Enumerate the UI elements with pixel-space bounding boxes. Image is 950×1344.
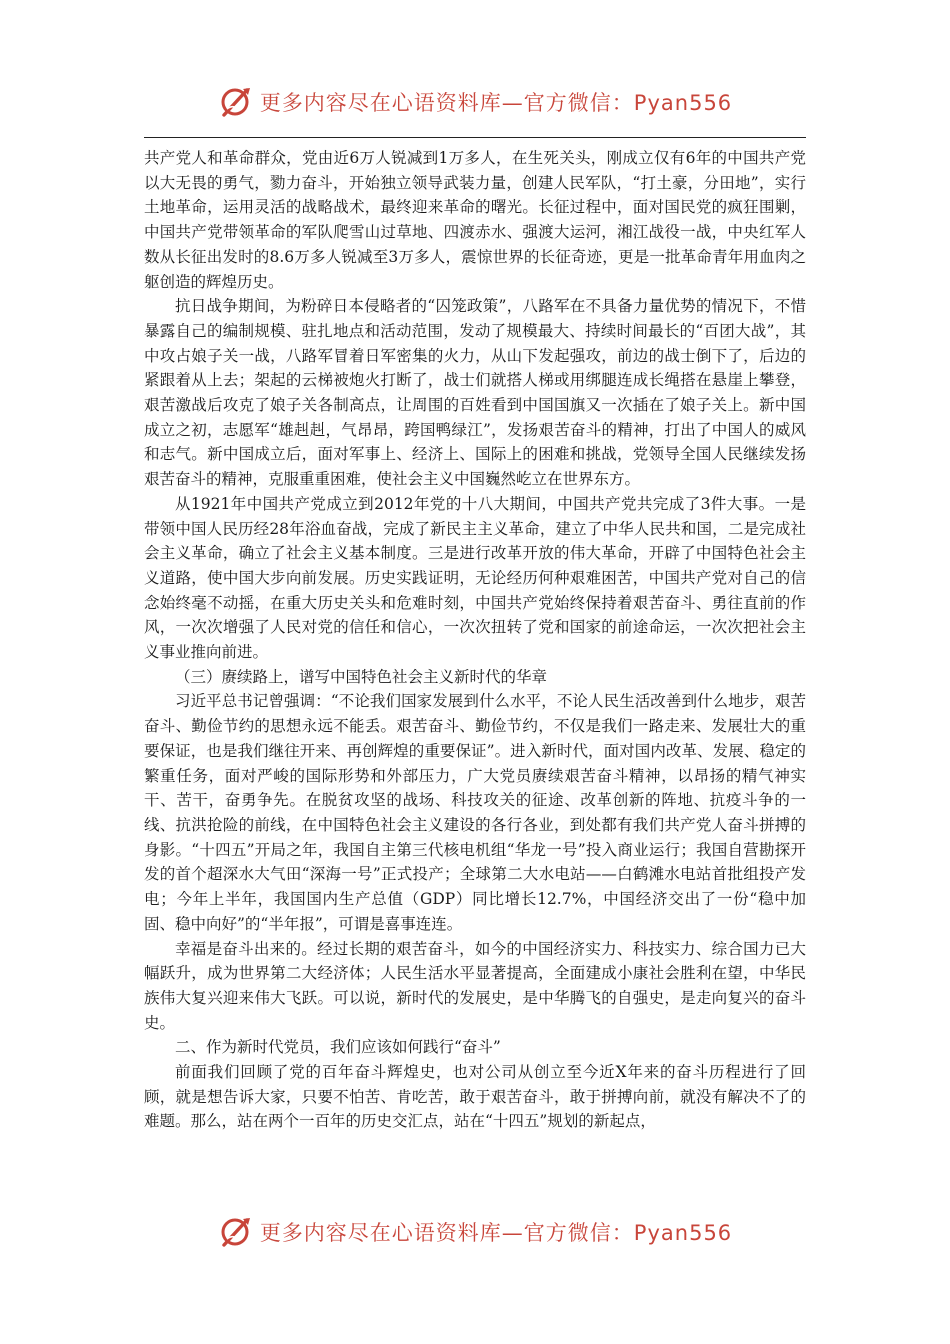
header-banner [0, 80, 950, 124]
paragraph-1: 共产党人和革命群众，党由近6万人锐减到1万多人，在生死关头，刚成立仅有6年的中国共产党以大无畏的勇气，勠力奋斗，开始独立领导武装力量，创建人民军队，“打土豪，分田地”，实行土地革命，运用灵活的战略战术，最终迎来革命的曙光。长征过程中，面对国民党的疯狂围剿，中国共产党带领革命的军队爬雪山过草地、四渡赤水、强渡大运河，湘江战役一战，中央红军人数从长征出发时的8.6万多人锐减至3万多人，震惊世界的长征奇迹，更是一批革命青年用血肉之躯创造的辉煌历史。 [144, 149, 806, 291]
footer-banner-text: 更多内容尽在心语资料库—官方微信：Pyan556 [259, 1221, 733, 1245]
brush-pen-logo-icon [218, 84, 254, 120]
paragraph-5: 幸福是奋斗出来的。经过长期的艰苦奋斗，如今的中国经济实力、科技实力、综合国力已大幅跃升，成为世界第二大经济体；人民生活水平显著提高，全面建成小康社会胜利在望，中华民族伟大复兴迎来伟大飞跃。可以说，新时代的发展史，是中华腾飞的自强史，是走向复兴的奋斗史。 [144, 939, 806, 1032]
section-heading-2: 二、作为新时代党员，我们应该如何践行“奋斗” [175, 1038, 501, 1057]
document-body [144, 146, 806, 1134]
header-banner-text: 更多内容尽在心语资料库—官方微信：Pyan556 [259, 91, 733, 115]
paragraph-4: 习近平总书记曾强调：“不论我们国家发展到什么水平，不论人民生活改善到什么地步，艰苦奋斗、勤俭节约的思想永远不能丢。艰苦奋斗、勤俭节约，不仅是我们一路走来、发展壮大的重要保证，也是我们继往开来、再创辉煌的重要保证”。进入新时代，面对国内改革、发展、稳定的繁重任务，面对严峻的国际形势和外部压力，广大党员赓续艰苦奋斗精神，以昂扬的精气神实干、苦干，奋勇争先。在脱贫攻坚的战场、科技攻关的征途、改革创新的阵地、抗疫斗争的一线、抗洪抢险的前线，在中国特色社会主义建设的各行各业，到处都有我们共产党人奋斗拼搏的身影。“十四五”开局之年，我国自主第三代核电机组“华龙一号”投入商业运行；我国自营勘探开发的首个超深水大气田“深海一号”正式投产；全球第二大水电站——白鹤滩水电站首批组投产发电；今年上半年，我国国内生产总值（GDP）同比增长12.7%，中国经济交出了一份“稳中加固、稳中向好”的“半年报”，可谓是喜事连连。 [144, 692, 806, 933]
header-divider [144, 137, 806, 138]
footer-banner [0, 1210, 950, 1254]
paragraph-6: 前面我们回顾了党的百年奋斗辉煌史，也对公司从创立至今近X年来的奋斗历程进行了回顾，就是想告诉大家，只要不怕苦、肯吃苦，敢于艰苦奋斗，敢于拼搏向前，就没有解决不了的难题。那么，站在两个一百年的历史交汇点，站在“十四五”规划的新起点， [144, 1063, 806, 1131]
section-heading-3: （三）赓续路上，谱写中国特色社会主义新时代的华章 [175, 667, 548, 686]
paragraph-3: 从1921年中国共产党成立到2012年党的十八大期间，中国共产党共完成了3件大事。一是带领中国人民历经28年浴血奋战，完成了新民主主义革命，建立了中华人民共和国，二是完成社会主义革命，确立了社会主义基本制度。三是进行改革开放的伟大革命，开辟了中国特色社会主义道路，使中国大步向前发展。历史实践证明，无论经历何种艰难困苦，中国共产党对自己的信念始终毫不动摇，在重大历史关头和危难时刻，中国共产党始终保持着艰苦奋斗、勇往直前的作风，一次次增强了人民对党的信任和信心，一次次扭转了党和国家的前途命运，一次次把社会主义事业推向前进。 [144, 494, 806, 662]
brush-pen-logo-icon [218, 1214, 254, 1250]
paragraph-2: 抗日战争期间，为粉碎日本侵略者的“囚笼政策”，八路军在不具备力量优势的情况下，不惜暴露自己的编制规模、驻扎地点和活动范围，发动了规模最大、持续时间最长的“百团大战”，其中攻占娘子关一战，八路军冒着日军密集的火力，从山下发起强攻，前边的战士倒下了，后边的紧跟着从上去；架起的云梯被炮火打断了，战士们就搭人梯或用绑腿连成长绳搭在悬崖上攀登，艰苦激战后攻克了娘子关各制高点，让周围的百姓看到中国国旗又一次插在了娘子关上。新中国成立之初，志愿军“雄赳赳，气昂昂，跨国鸭绿江”，发扬艰苦奋斗的精神，打出了中国人的威风和志气。新中国成立后，面对军事上、经济上、国际上的困难和挑战，党领导全国人民继续发扬艰苦奋斗的精神，克服重重困难，使社会主义中国巍然屹立在世界东方。 [144, 297, 806, 489]
